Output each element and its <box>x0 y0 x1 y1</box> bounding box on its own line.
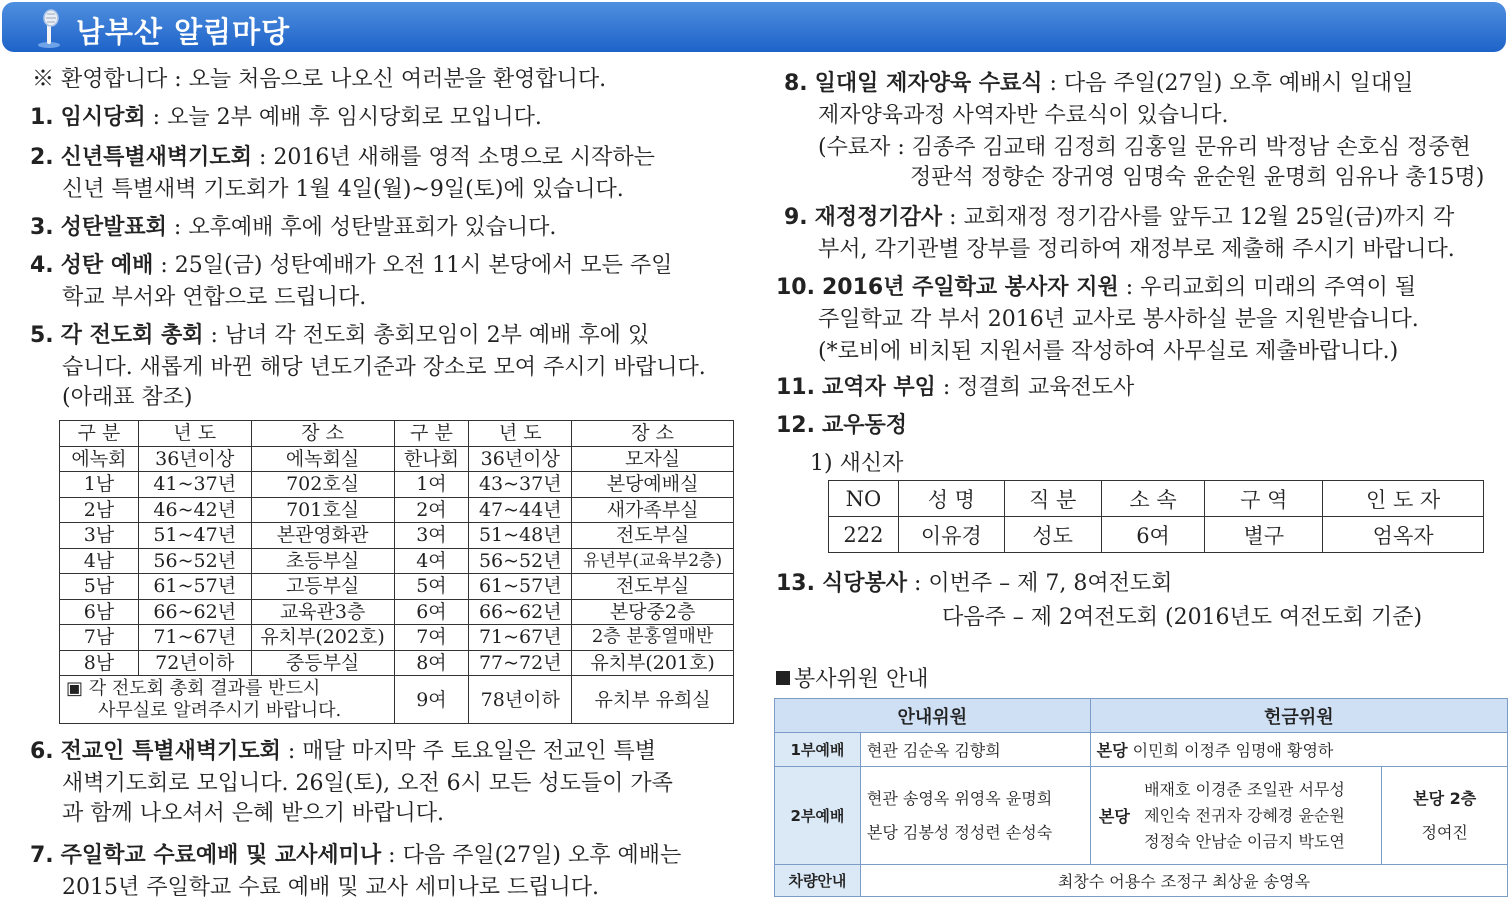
notice-item-8-cont: 제자양육과정 사역자반 수료식이 있습니다. <box>818 103 1229 128</box>
notice-item-8-cont: 정판석 정향순 장귀영 임명숙 윤순원 윤명희 임유나 총15명) <box>910 165 1485 190</box>
notice-item-6-cont: 과 함께 나오셔서 은혜 받으기 바랍니다. <box>62 801 444 826</box>
table-row: 222 이유경 성도 6여 별구 엄옥자 <box>829 517 1484 553</box>
notice-item-10-cont: (*로비에 비치된 지원서를 작성하여 사무실로 제출바랍니다.) <box>818 339 1399 364</box>
notice-item-5-cont: 습니다. 새롭게 바뀐 해당 년도기준과 장소로 모여 주시기 바랍니다. <box>62 355 706 380</box>
notice-item-11: 11. 교역자 부임 : 정결희 교육전도사 <box>776 375 1135 400</box>
notice-item-3: 3. 성탄발표회 : 오후예배 후에 성탄발표회가 있습니다. <box>30 215 557 240</box>
table-row: 2남 46~42년 701호실 2여 47~44년 새가족부실 <box>60 497 734 523</box>
table-row: 6남 66~62년 교육관3층 6여 66~62년 본당중2층 <box>60 599 734 625</box>
notice-item-13-cont: 다음주 – 제 2여전도회 (2016년도 여전도회 기준) <box>942 605 1423 630</box>
table-row: 2부예배 현관 송영옥 위영옥 윤명희 본당 김봉성 정성련 손성숙 본당 배재호 이경준 조일관 서무성 제인숙 전귀자 강혜경 윤순원 정정숙 안남순 이금지 박도연 본당 2층 정여진 <box>775 767 1508 865</box>
table-row: 에녹회 36년이상 에녹회실 한나회 36년이상 모자실 <box>60 446 734 472</box>
table-row: 차량안내 최창수 어용수 조정구 최상윤 송영옥 <box>775 865 1508 897</box>
notice-item-9: 9. 재정정기감사 : 교회재정 정기감사를 앞두고 12월 25일(금)까지 각 <box>784 205 1455 230</box>
notice-item-7: 7. 주일학교 수료예배 및 교사세미나 : 다음 주일(27일) 오후 예배는 <box>30 843 682 868</box>
table-row: 5남 61~57년 고등부실 5여 61~57년 전도부실 <box>60 574 734 600</box>
table-note: ▣ 각 전도회 총회 결과를 반드시 사무실로 알려주시기 바랍니다. <box>60 676 395 724</box>
table-row: 1부예배 현관 김순옥 김향희 본당 이민희 이정주 임명애 황영하 <box>775 733 1508 767</box>
notice-item-8: 8. 일대일 제자양육 수료식 : 다음 주일(27일) 오후 예배시 일대일 <box>784 71 1414 96</box>
table-row: ▣ 각 전도회 총회 결과를 반드시 사무실로 알려주시기 바랍니다. 9여 78년이하 유치부 유희실 <box>60 676 734 724</box>
notice-item-2: 2. 신년특별새벽기도회 : 2016년 새해를 영적 소명으로 시작하는 <box>30 145 655 170</box>
notice-item-13: 13. 식당봉사 : 이번주 – 제 7, 8여전도회 <box>776 571 1173 596</box>
newcomer-subtitle: 1) 새신자 <box>810 451 904 476</box>
newcomer-table <box>828 480 1484 553</box>
header-banner <box>2 2 1506 52</box>
notice-item-5: 5. 각 전도회 총회 : 남녀 각 전도회 총회모임이 2부 예배 후에 있 <box>30 323 650 348</box>
notice-item-8-cont: (수료자 : 김종주 김교태 김정희 김홍일 문유리 박정남 손호심 정중현 <box>818 135 1471 160</box>
notice-item-7-cont: 2015년 주일학교 수료 예배 및 교사 세미나로 드립니다. <box>62 875 599 900</box>
square-bullet-icon <box>776 671 790 685</box>
table-header-row: 안내위원 헌금위원 <box>775 699 1508 733</box>
page-title: 남부산 알림마당 <box>76 15 291 49</box>
notice-item-2-cont: 신년 특별새벽 기도회가 1월 4일(월)~9일(토)에 있습니다. <box>62 177 624 202</box>
notice-item-6-cont: 새벽기도회로 모입니다. 26일(토), 오전 6시 모든 성도들이 가족 <box>62 771 673 796</box>
notice-item-10-cont: 주일학교 각 부서 2016년 교사로 봉사하실 분을 지원받습니다. <box>818 307 1419 332</box>
welcome-text: ※ 환영합니다 : 오늘 처음으로 나오신 여러분을 환영합니다. <box>32 67 607 92</box>
table-row: 8남 72년이하 중등부실 8여 77~72년 유치부(201호) <box>60 650 734 676</box>
table-row: 3남 51~47년 본관영화관 3여 51~48년 전도부실 <box>60 523 734 549</box>
notice-item-12: 12. 교우동정 <box>776 413 907 438</box>
table-row: 4남 56~52년 초등부실 4여 56~52년 유년부(교육부2층) <box>60 548 734 574</box>
group-meeting-table <box>59 420 734 724</box>
volunteer-table <box>774 698 1508 897</box>
microphone-icon <box>36 8 62 48</box>
table-header-row: NO 성 명 직 분 소 속 구 역 인 도 자 <box>829 481 1484 517</box>
notice-item-1: 1. 임시당회 : 오늘 2부 예배 후 임시당회로 모입니다. <box>30 105 542 130</box>
volunteer-heading: 봉사위원 안내 <box>776 662 929 693</box>
notice-item-4: 4. 성탄 예배 : 25일(금) 성탄예배가 오전 11시 본당에서 모든 주일 <box>30 253 673 278</box>
notice-item-10: 10. 2016년 주일학교 봉사자 지원 : 우리교회의 미래의 주역이 될 <box>776 275 1417 300</box>
notice-item-9-cont: 부서, 각기관별 장부를 정리하여 재정부로 제출해 주시기 바랍니다. <box>818 237 1455 262</box>
table-header-row: 구 분 년 도 장 소 구 분 년 도 장 소 <box>60 421 734 447</box>
notice-item-5-cont: (아래표 참조) <box>62 385 193 410</box>
notice-item-6: 6. 전교인 특별새벽기도회 : 매달 마지막 주 토요일은 전교인 특별 <box>30 739 657 764</box>
table-row: 7남 71~67년 유치부(202호) 7여 71~67년 2층 분홍열매반 <box>60 625 734 651</box>
table-row: 1남 41~37년 702호실 1여 43~37년 본당예배실 <box>60 472 734 498</box>
notice-item-4-cont: 학교 부서와 연합으로 드립니다. <box>62 285 367 310</box>
